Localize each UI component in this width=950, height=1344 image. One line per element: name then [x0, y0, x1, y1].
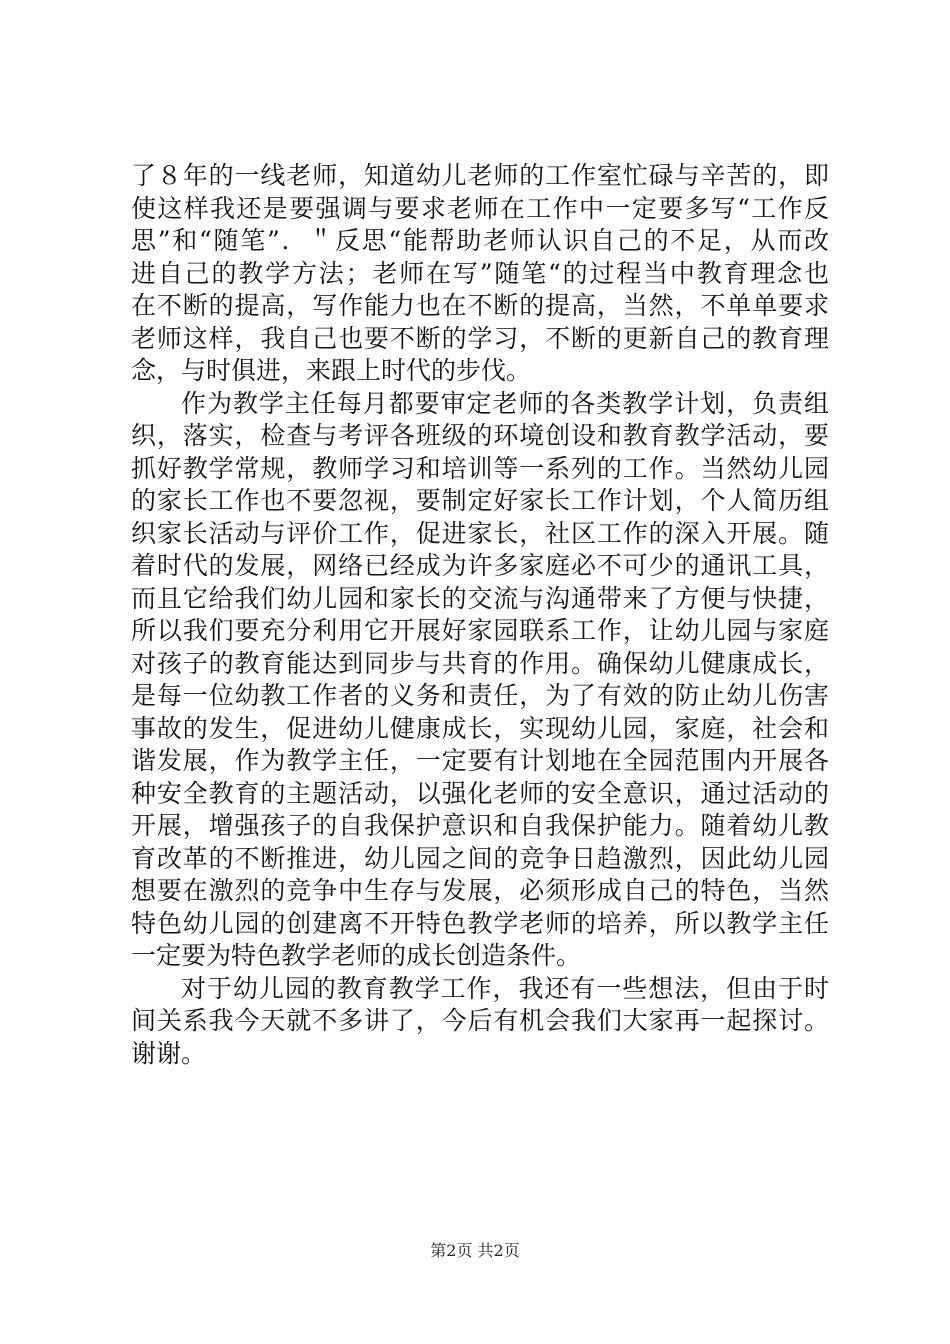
text-line: 着时代的发展，网络已经成为许多家庭必不可少的通讯工具， [131, 551, 829, 580]
text-line: 使这样我还是要强调与要求老师在工作中一定要多写“工作反 [131, 193, 829, 223]
text-line: 了８年的一线老师，知道幼儿老师的工作室忙碌与辛苦的，即 [131, 161, 829, 190]
text-line: 育改革的不断推进，幼儿园之间的竞争日趋激烈，因此幼儿园 [131, 843, 829, 873]
document-body [131, 160, 829, 1070]
text-line: 思”和“随笔”．＂反思“能帮助老师认识自己的不足，从而改 [131, 226, 829, 255]
text-line: 抓好教学常规，教师学习和培训等一系列的工作。当然幼儿园 [131, 453, 829, 483]
text-line: 间关系我今天就不多讲了，今后有机会我们大家再一起探讨。 [131, 1006, 829, 1035]
text-line: 织家长活动与评价工作，促进家长，社区工作的深入开展。随 [131, 518, 829, 548]
text-line: 老师这样，我自己也要不断的学习，不断的更新自己的教育理 [131, 323, 829, 353]
text-line: 的家长工作也不要忽视，要制定好家长工作计划，个人简历组 [131, 486, 829, 515]
text-line: 事故的发生，促进幼儿健康成长，实现幼儿园，家庭，社会和 [131, 713, 829, 743]
text-line: 而且它给我们幼儿园和家长的交流与沟通带来了方便与快捷， [131, 583, 829, 613]
text-line: 谐发展，作为教学主任，一定要有计划地在全园范围内开展各 [131, 746, 829, 775]
text-line: 对孩子的教育能达到同步与共育的作用。确保幼儿健康成长， [131, 648, 829, 678]
text-line: 开展，增强孩子的自我保护意识和自我保护能力。随着幼儿教 [131, 811, 829, 840]
text-line: 种安全教育的主题活动，以强化老师的安全意识，通过活动的 [131, 778, 829, 808]
text-line: 进自己的教学方法；老师在写”随笔“的过程当中教育理念也 [131, 258, 829, 288]
text-line: 一定要为特色教学老师的成长创造条件。 [131, 941, 582, 970]
text-line: 所以我们要充分利用它开展好家园联系工作，让幼儿园与家庭 [131, 616, 829, 645]
text-line: 想要在激烈的竞争中生存与发展，必须形成自己的特色，当然 [131, 876, 829, 905]
text-line: 特色幼儿园的创建离不开特色教学老师的培养，所以教学主任 [131, 908, 829, 938]
text-line: 谢谢。 [131, 1038, 207, 1068]
text-line: 织，落实，检查与考评各班级的环境创设和教育教学活动，要 [131, 421, 829, 450]
text-line: 在不断的提高，写作能力也在不断的提高，当然，不单单要求 [131, 291, 829, 320]
page-footer: 第2页 共2页 [430, 1241, 520, 1260]
text-line: 作为教学主任每月都要审定老师的各类教学计划，负责组 [181, 388, 829, 418]
text-line: 对于幼儿园的教育教学工作，我还有一些想法，但由于时 [181, 973, 829, 1003]
text-line: 念，与时俱进，来跟上时代的步伐。 [131, 356, 532, 385]
text-line: 是每一位幼教工作者的义务和责任，为了有效的防止幼儿伤害 [131, 681, 829, 710]
